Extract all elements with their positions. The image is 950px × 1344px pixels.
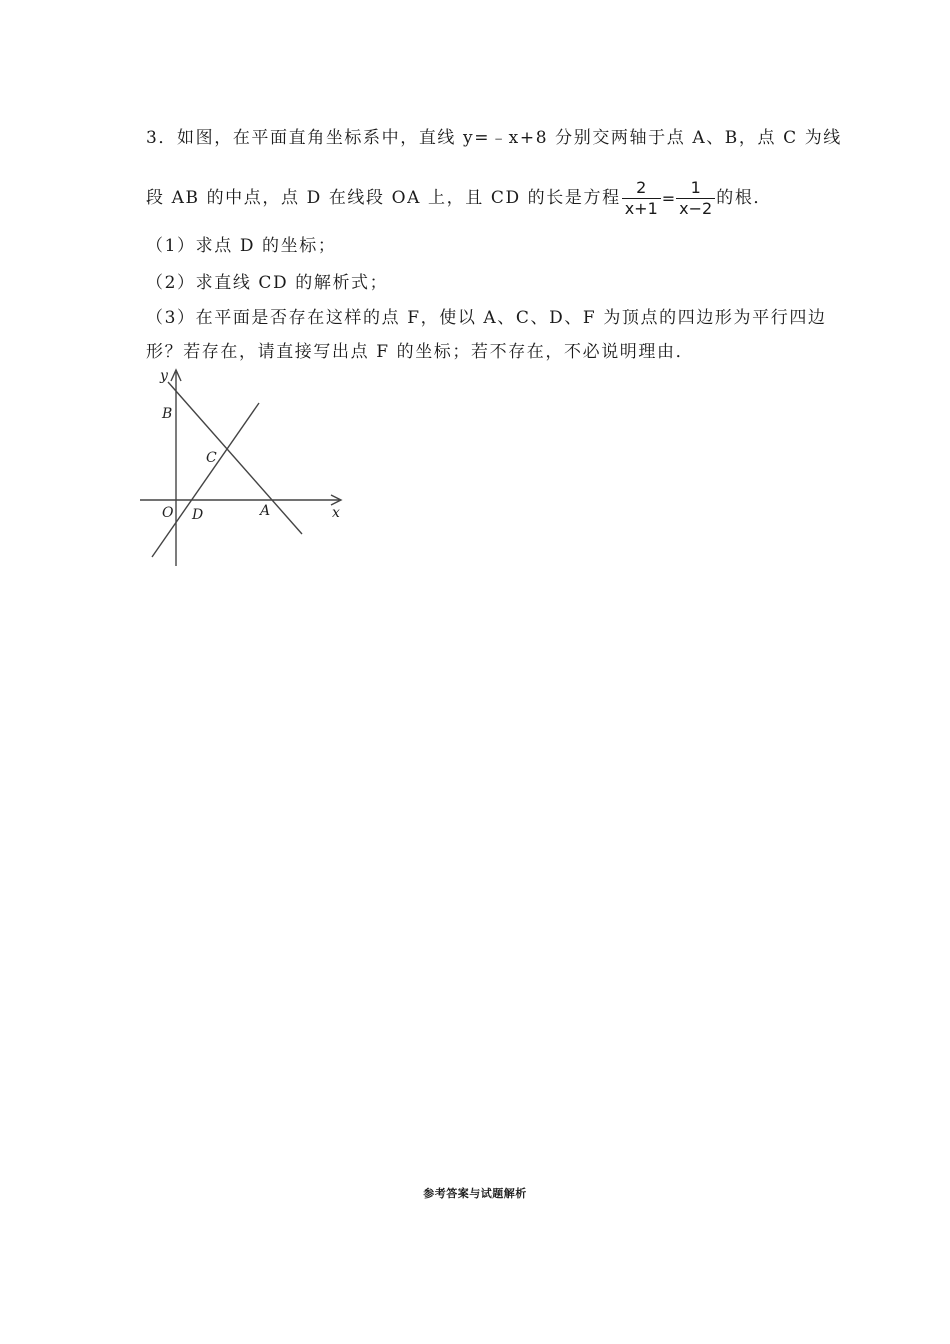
- fraction-left: [622, 178, 661, 219]
- question-line-2-text: 段 AB 的中点，点 D 在线段 OA 上，且 CD 的长是方程: [146, 188, 621, 208]
- coordinate-figure: [140, 366, 355, 572]
- label-d: D: [192, 507, 204, 523]
- part-1: （1）求点 D 的坐标；: [146, 236, 337, 256]
- fraction-left-numerator: 2: [622, 178, 661, 199]
- equals-sign: =: [661, 188, 676, 208]
- label-o: O: [162, 505, 174, 521]
- fraction-right: [676, 178, 715, 219]
- footer-title: 参考答案与试题解析: [423, 1187, 527, 1200]
- label-c: C: [206, 450, 217, 466]
- question-line-1: 3．如图，在平面直角坐标系中，直线 y=﹣x+8 分别交两轴于点 A、B，点 C 为线: [146, 128, 842, 148]
- part-3-line-2: 形？若存在，请直接写出点 F 的坐标；若不存在，不必说明理由．: [146, 342, 695, 362]
- fraction-right-denominator: x−2: [679, 199, 713, 218]
- fraction-left-denominator: x+1: [624, 199, 658, 218]
- line-cd: [152, 403, 259, 557]
- label-y: y: [160, 368, 168, 384]
- fraction-right-numerator: 1: [676, 178, 715, 199]
- label-a: A: [260, 503, 271, 519]
- line-ab: [168, 382, 302, 534]
- label-x: x: [332, 505, 340, 521]
- question-line-2-ending: 的根．: [716, 188, 773, 208]
- label-b: B: [162, 406, 173, 422]
- part-2: （2）求直线 CD 的解析式；: [146, 273, 389, 293]
- question-line-2: [146, 174, 772, 223]
- part-3-line-1: （3）在平面是否存在这样的点 F，使以 A、C、D、F 为顶点的四边形为平行四边: [146, 308, 827, 328]
